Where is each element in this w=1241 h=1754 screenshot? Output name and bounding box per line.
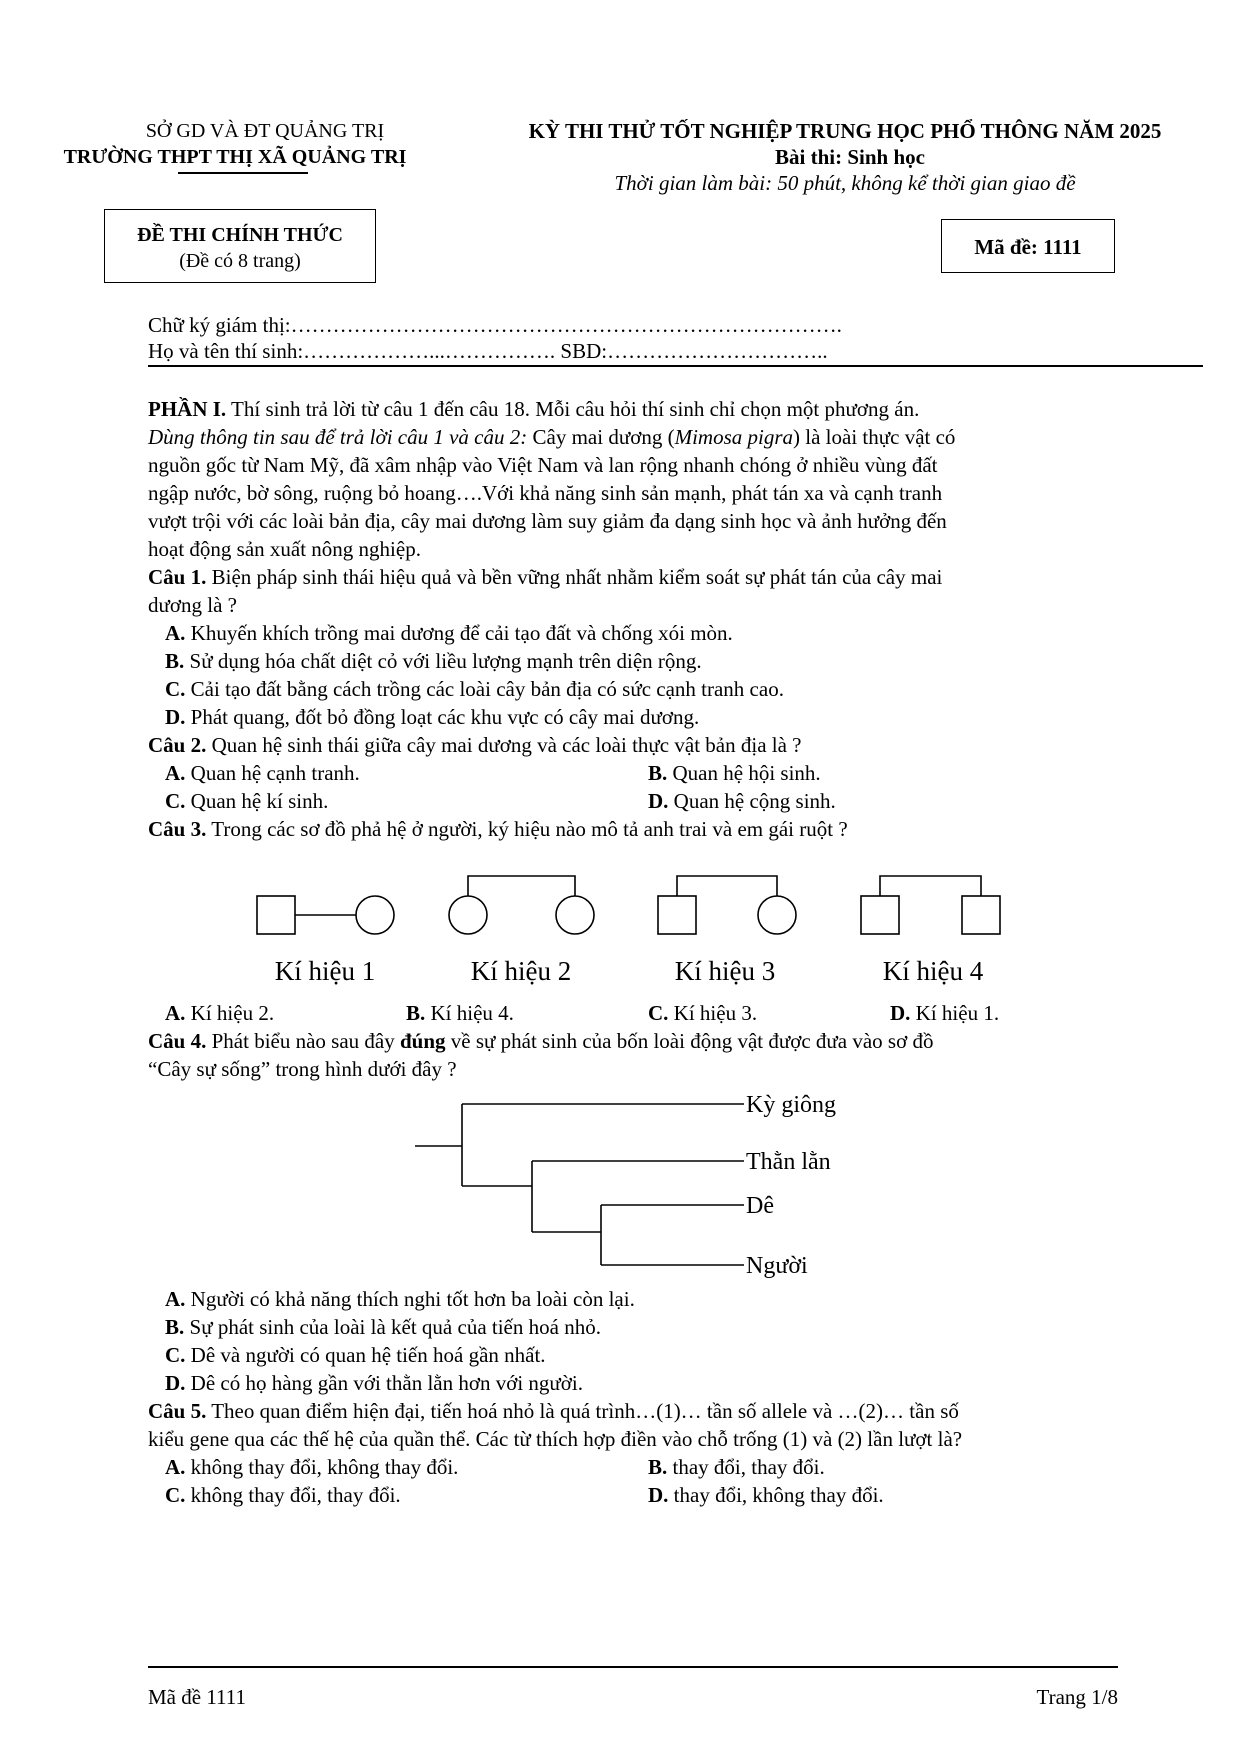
tree-label-salamander: Kỳ giông bbox=[746, 1092, 836, 1118]
option-text: Quan hệ hội sinh. bbox=[667, 761, 821, 785]
q5-option-b[interactable] bbox=[648, 1454, 825, 1480]
tree-label-lizard: Thằn lằn bbox=[746, 1149, 831, 1175]
option-key: A. bbox=[165, 1287, 186, 1311]
option-text: Sự phát sinh của loài là kết quả của tiến hoá nhỏ. bbox=[184, 1315, 601, 1339]
option-text: Phát quang, đốt bỏ đồng loạt các khu vực có cây mai dương. bbox=[185, 705, 700, 729]
signature-line: Chữ ký giám thị:……………………………………………………………………. bbox=[148, 313, 842, 337]
option-key: B. bbox=[165, 1315, 185, 1339]
option-text: không thay đổi, thay đổi. bbox=[185, 1483, 401, 1507]
q4-label: Câu 4. bbox=[148, 1029, 207, 1053]
option-text: Dê có họ hàng gần với thằn lằn hơn với người. bbox=[185, 1371, 583, 1395]
male-square-icon bbox=[962, 896, 1000, 934]
exam-time: Thời gian làm bài: 50 phút, không kể thời gian giao đề bbox=[614, 171, 1076, 195]
option-text: không thay đổi, không thay đổi. bbox=[185, 1455, 459, 1479]
male-square-icon bbox=[658, 896, 696, 934]
exam-title: KỲ THI THỬ TỐT NGHIỆP TRUNG HỌC PHỔ THÔNG NĂM 2025 bbox=[528, 119, 1162, 143]
q4-text-b: về sự phát sinh của bốn loài động vật được đưa vào sơ đồ bbox=[445, 1029, 934, 1053]
tree-label-goat: Dê bbox=[746, 1193, 774, 1219]
option-key: C. bbox=[648, 1001, 669, 1025]
species-name: Mimosa pigra bbox=[674, 425, 794, 449]
option-text: Quan hệ kí sinh. bbox=[185, 789, 329, 813]
part1-instruction-text: Thí sinh trả lời từ câu 1 đến câu 18. Mỗi câu hỏi thí sinh chỉ chọn một phương án. bbox=[226, 397, 920, 421]
option-key: A. bbox=[165, 761, 186, 785]
q4-option-d[interactable] bbox=[165, 1370, 583, 1396]
option-key: A. bbox=[165, 621, 186, 645]
female-circle-icon bbox=[449, 896, 487, 934]
option-key: B. bbox=[648, 1455, 668, 1479]
option-key: D. bbox=[165, 705, 186, 729]
option-text: Dê và người có quan hệ tiến hoá gần nhất. bbox=[185, 1343, 546, 1367]
female-circle-icon bbox=[356, 896, 394, 934]
option-key: D. bbox=[648, 789, 669, 813]
tree-label-human: Người bbox=[746, 1253, 808, 1279]
option-key: B. bbox=[165, 649, 185, 673]
female-circle-icon bbox=[556, 896, 594, 934]
symbol-label-4: Kí hiệu 4 bbox=[882, 956, 984, 986]
option-key: C. bbox=[165, 1483, 186, 1507]
context-text-a: Cây mai dương ( bbox=[527, 425, 675, 449]
option-text: Kí hiệu 3. bbox=[668, 1001, 758, 1025]
option-key: D. bbox=[648, 1483, 669, 1507]
option-key: C. bbox=[165, 1343, 186, 1367]
exam-subject: Bài thi: Sinh học bbox=[775, 145, 925, 169]
context-line-5: hoạt động sản xuất nông nghiệp. bbox=[148, 537, 421, 561]
q5-option-a[interactable] bbox=[165, 1454, 458, 1480]
q3-option-a[interactable] bbox=[165, 1000, 274, 1026]
candidate-name-line: Họ và tên thí sinh:………………...……………. SBD:………………………….. bbox=[148, 339, 828, 363]
context-line-2: nguồn gốc từ Nam Mỹ, đã xâm nhập vào Việt Nam và lan rộng nhanh chóng ở nhiều vùng đất bbox=[148, 453, 938, 477]
context-intro: Dùng thông tin sau để trả lời câu 1 và câu 2: bbox=[148, 425, 528, 449]
option-text: Sử dụng hóa chất diệt cỏ với liều lượng mạnh trên diện rộng. bbox=[184, 649, 702, 673]
q3-text: Trong các sơ đồ phả hệ ở người, ký hiệu nào mô tả anh trai và em gái ruột ? bbox=[206, 817, 848, 841]
footer-exam-code: Mã đề 1111 bbox=[148, 1685, 246, 1709]
sibship-bracket bbox=[468, 876, 575, 896]
q3-label: Câu 3. bbox=[148, 817, 207, 841]
q5-label: Câu 5. bbox=[148, 1399, 207, 1423]
q2-label: Câu 2. bbox=[148, 733, 207, 757]
option-key: D. bbox=[165, 1371, 186, 1395]
male-square-icon bbox=[257, 896, 295, 934]
q4-option-c[interactable] bbox=[165, 1342, 546, 1368]
pages-note: (Đề có 8 trang) bbox=[179, 250, 301, 272]
option-text: thay đổi, không thay đổi. bbox=[668, 1483, 884, 1507]
q4-stem-line-2: “Cây sự sống” trong hình dưới đây ? bbox=[148, 1057, 457, 1081]
q4-stem bbox=[148, 1028, 1128, 1054]
exam-code: Mã đề: 1111 bbox=[974, 235, 1082, 259]
female-circle-icon bbox=[758, 896, 796, 934]
footer-divider bbox=[148, 1666, 1118, 1668]
context-line-4: vượt trội với các loài bản địa, cây mai dương làm suy giảm đa dạng sinh học và ảnh hưởng đến bbox=[148, 509, 947, 533]
sibship-bracket bbox=[677, 876, 777, 896]
option-key: A. bbox=[165, 1001, 186, 1025]
q4-emphasis: đúng bbox=[399, 1029, 446, 1053]
dept-name: SỞ GD VÀ ĐT QUẢNG TRỊ bbox=[145, 120, 385, 142]
symbol-label-2: Kí hiệu 2 bbox=[470, 956, 572, 986]
part1-title: PHẦN I. bbox=[148, 397, 227, 421]
q3-option-c[interactable] bbox=[648, 1000, 757, 1026]
option-text: Quan hệ cạnh tranh. bbox=[185, 761, 360, 785]
option-text: Người có khả năng thích nghi tốt hơn ba loài còn lại. bbox=[185, 1287, 635, 1311]
option-text: Khuyến khích trồng mai dương để cải tạo đất và chống xói mòn. bbox=[185, 621, 733, 645]
q5-stem bbox=[148, 1398, 1128, 1424]
symbol-label-3: Kí hiệu 3 bbox=[674, 956, 776, 986]
context-text-b: ) là loài thực vật có bbox=[793, 425, 956, 449]
option-key: B. bbox=[406, 1001, 426, 1025]
q5-option-d[interactable] bbox=[648, 1482, 884, 1508]
phylogenetic-tree bbox=[415, 1104, 744, 1265]
school-name: TRƯỜNG THPT THỊ XÃ QUẢNG TRỊ bbox=[63, 146, 407, 168]
option-key: B. bbox=[648, 761, 668, 785]
q5-text: Theo quan điểm hiện đại, tiến hoá nhỏ là quá trình…(1)… tần số allele và …(2)… tần số bbox=[206, 1399, 959, 1423]
q5-option-c[interactable] bbox=[165, 1482, 401, 1508]
q3-option-b[interactable] bbox=[406, 1000, 514, 1026]
q1-label: Câu 1. bbox=[148, 565, 207, 589]
sibship-bracket bbox=[880, 876, 981, 896]
context-line-3: ngập nước, bờ sông, ruộng bỏ hoang….Với khả năng sinh sản mạnh, phát tán xa và cạnh tranh bbox=[148, 481, 943, 505]
option-key: C. bbox=[165, 789, 186, 813]
q1-text: Biện pháp sinh thái hiệu quả và bền vững nhất nhằm kiểm soát sự phát tán của cây mai bbox=[206, 565, 943, 589]
q4-text-a: Phát biểu nào sau đây bbox=[206, 1029, 400, 1053]
symbol-label-1: Kí hiệu 1 bbox=[274, 956, 376, 986]
footer-page-number: Trang 1/8 bbox=[1036, 1685, 1118, 1709]
option-text: Kí hiệu 1. bbox=[910, 1001, 1000, 1025]
option-text: Quan hệ cộng sinh. bbox=[668, 789, 836, 813]
q4-option-a[interactable] bbox=[165, 1286, 635, 1312]
q2-text: Quan hệ sinh thái giữa cây mai dương và các loài thực vật bản địa là ? bbox=[206, 733, 802, 757]
q5-stem-line-2: kiểu gene qua các thế hệ của quần thể. Các từ thích hợp điền vào chỗ trống (1) và (2) lần lượt là? bbox=[148, 1427, 963, 1451]
male-square-icon bbox=[861, 896, 899, 934]
option-text: Cải tạo đất bằng cách trồng các loài cây bản địa có sức cạnh tranh cao. bbox=[185, 677, 784, 701]
option-key: D. bbox=[890, 1001, 911, 1025]
q4-option-b[interactable] bbox=[165, 1314, 601, 1340]
option-text: Kí hiệu 4. bbox=[425, 1001, 514, 1025]
option-text: thay đổi, thay đổi. bbox=[667, 1455, 825, 1479]
option-text: Kí hiệu 2. bbox=[185, 1001, 275, 1025]
q1-stem-line-2: dương là ? bbox=[148, 593, 237, 617]
option-key: A. bbox=[165, 1455, 186, 1479]
option-key: C. bbox=[165, 677, 186, 701]
q3-option-d[interactable] bbox=[890, 1000, 999, 1026]
official-label: ĐỀ THI CHÍNH THỨC bbox=[137, 224, 343, 246]
